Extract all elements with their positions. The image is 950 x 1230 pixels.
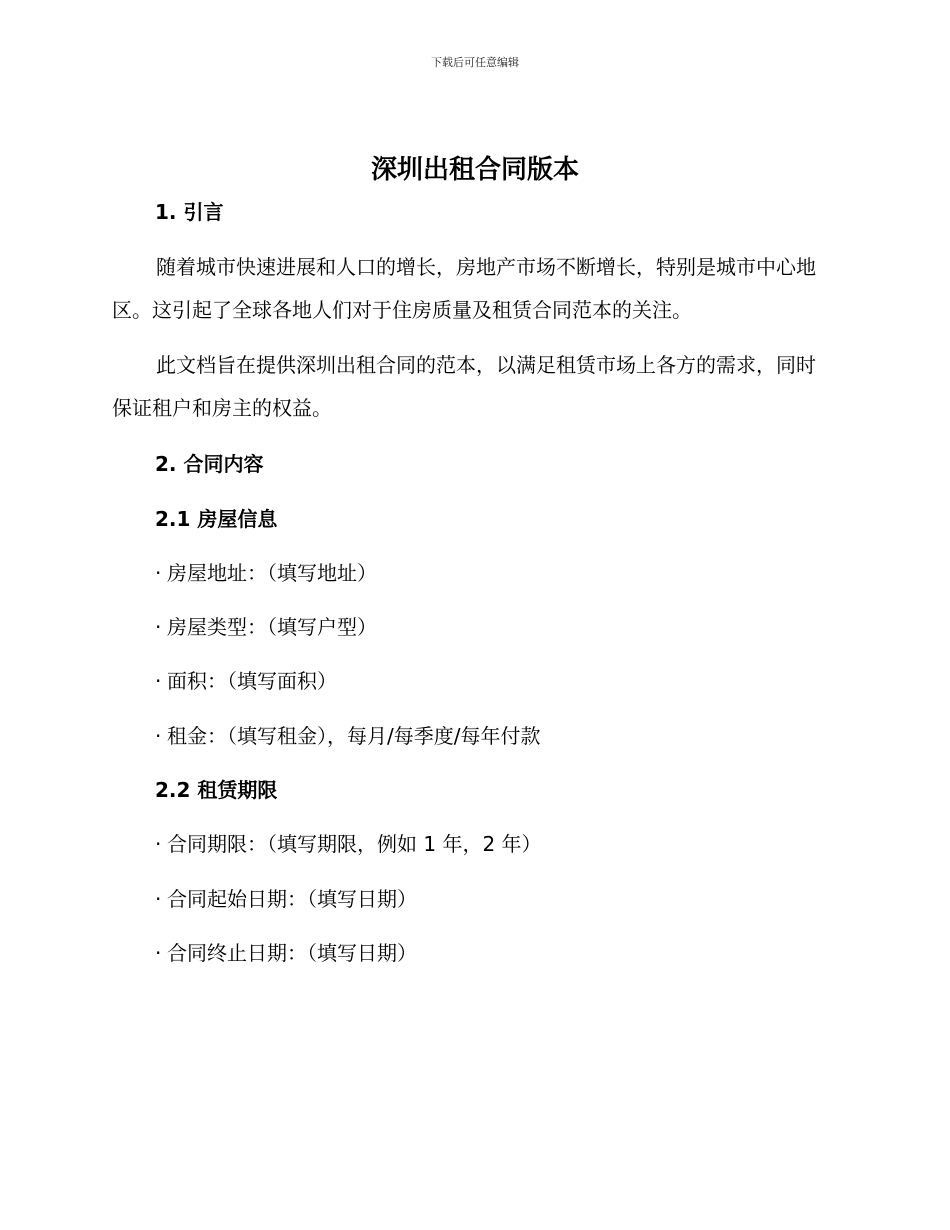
list-item [155, 885, 417, 913]
list-item [155, 667, 337, 695]
bullet-dot-icon: · [155, 887, 162, 911]
bullet-dot-icon: · [155, 832, 162, 856]
list-item-text: 房屋地址：（填写地址） [167, 561, 377, 585]
document-title: 深圳出租合同版本 [370, 155, 579, 185]
section-heading-contract-content: 2. 合同内容 [155, 452, 264, 476]
list-item [155, 559, 377, 587]
intro-paragraph-2 [112, 344, 832, 430]
list-item-text: 合同终止日期：（填写日期） [167, 941, 417, 965]
intro-paragraph-1 [112, 246, 832, 332]
intro-paragraph-1-text: 随着城市快速进展和人口的增长，房地产市场不断增长，特别是城市中心地区。这引起了全球各地人们对于住房质量及租赁合同范本的关注。 [112, 255, 816, 322]
bullet-dot-icon: · [155, 669, 162, 693]
list-item-text: 面积：（填写面积） [167, 669, 337, 693]
list-item-text: 合同期限：（填写期限，例如 1 年，2 年） [167, 832, 542, 856]
subsection-heading-property-info: 2.1 房屋信息 [155, 507, 278, 531]
intro-paragraph-2-text: 此文档旨在提供深圳出租合同的范本，以满足租赁市场上各方的需求，同时保证租户和房主的权益。 [112, 353, 816, 420]
page-header: 下载后可任意编辑 [431, 56, 519, 69]
bullet-dot-icon: · [155, 615, 162, 639]
list-item-text: 租金：（填写租金），每月/每季度/每年付款 [167, 724, 541, 748]
subsection-heading-lease-term: 2.2 租赁期限 [155, 778, 278, 802]
bullet-dot-icon: · [155, 941, 162, 965]
list-item [155, 613, 377, 641]
list-item-text: 合同起始日期：（填写日期） [167, 887, 417, 911]
bullet-dot-icon: · [155, 724, 162, 748]
bullet-dot-icon: · [155, 561, 162, 585]
list-item [155, 830, 542, 858]
list-item [155, 939, 417, 967]
section-heading-introduction: 1. 引言 [155, 200, 224, 224]
list-item-text: 房屋类型：（填写户型） [167, 615, 377, 639]
list-item [155, 722, 540, 750]
